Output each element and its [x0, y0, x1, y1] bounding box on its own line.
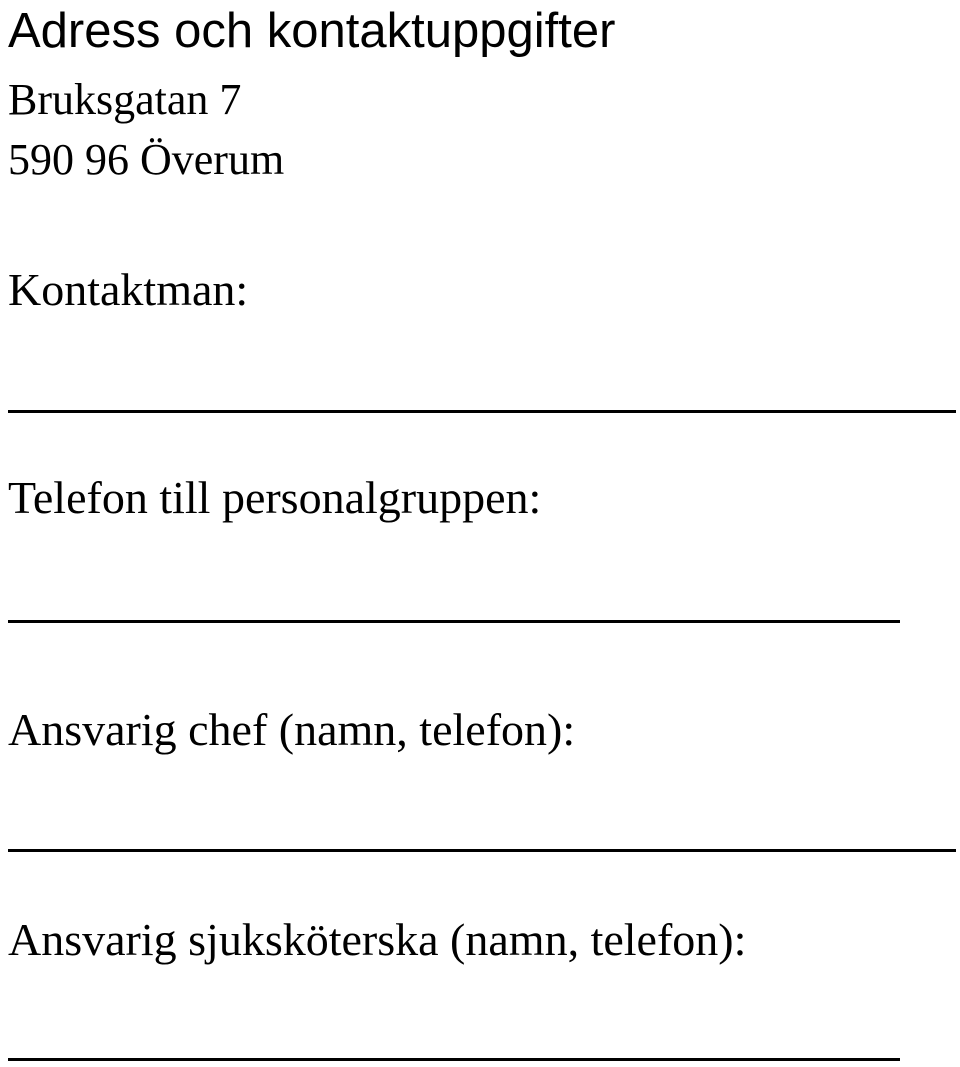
phone-fill-line[interactable] — [8, 620, 900, 623]
manager-fill-line[interactable] — [8, 849, 956, 852]
contact-fill-line[interactable] — [8, 410, 956, 413]
nurse-fill-line[interactable] — [8, 1058, 900, 1061]
address-postal: 590 96 Överum — [8, 135, 285, 184]
manager-label: Ansvarig chef (namn, telefon): — [8, 704, 576, 755]
phone-label: Telefon till personalgruppen: — [8, 472, 542, 523]
contact-label: Kontaktman: — [8, 264, 249, 315]
address-street: Bruksgatan 7 — [8, 75, 242, 124]
page-title: Adress och kontaktuppgifter — [8, 4, 616, 58]
nurse-label: Ansvarig sjuksköterska (namn, telefon): — [8, 914, 747, 965]
